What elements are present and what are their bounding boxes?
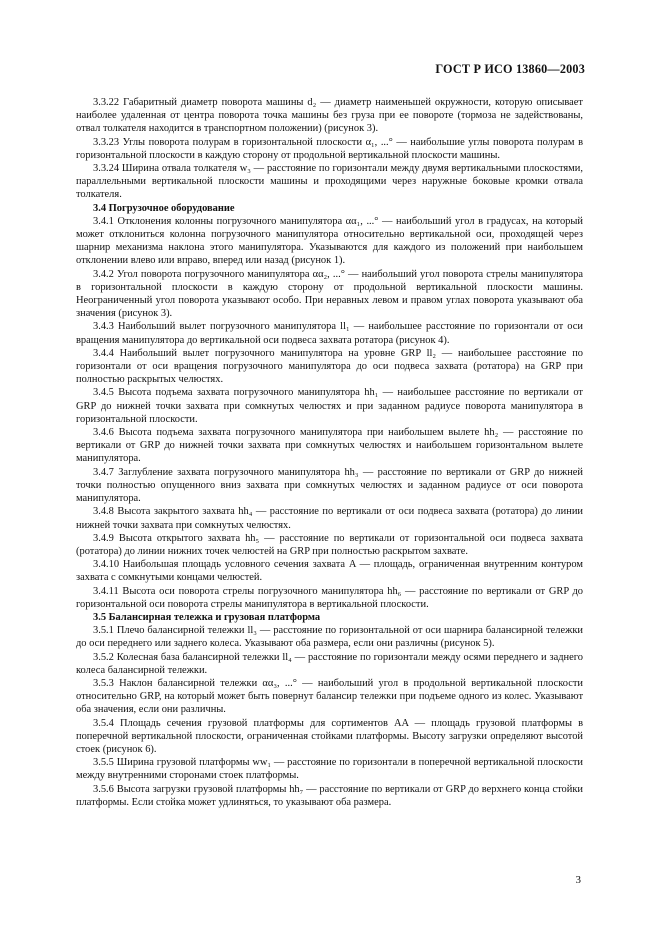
paragraph: 3.5.1 Плечо балансирной тележки ll₃ — расстояние по горизонтальной от оси шарнира балансирной тележки до оси переднего или заднего колеса. Указывают оба размера, если они различны (рисунок 5). [76,625,583,650]
paragraph: 3.5.6 Высота загрузки грузовой платформы hh₇ — расстояние по вертикали от GRP до верхнего конца стойки платформы. Если стойка может удлиняться, то указывают оба размера. [76,783,583,808]
paragraph: 3.3.22 Габаритный диаметр поворота машины d₂ — диаметр наименьшей окружности, которую описывает наиболее удаленная от центра поворота точка машины без груза при ее повороте (тормоза не задействованы, отвал толкателя находится в транспортном положении) (рисунок 3). [76,97,583,135]
paragraph: 3.4.2 Угол поворота погрузочного манипулятора αα₂, ...° — наибольший угол поворота стрелы манипулятора в горизонтальной плоскости в каждую сторону от продольной вертикальной плоскости машины. Неограниченный угол поворота указывают особо. При неравных левом и правом углах поворота указывают оба значения (рисунок 3). [76,268,583,320]
paragraph: 3.4.5 Высота подъема захвата погрузочного манипулятора hh₁ — наибольшее расстояние по вертикали от GRP до нижней точки захвата при сомкнутых челюстях и при заданном радиусе поворота манипулятора в горизонтальной плоскости. [76,387,583,425]
paragraph: 3.4.6 Высота подъема захвата погрузочного манипулятора при наибольшем вылете hh₂ — расстояние по вертикали от GRP до нижней точки захвата при сомкнутых челюстях и наибольшем горизонтальном вылете манипулятора. [76,427,583,465]
page-number: 3 [575,874,581,886]
section-heading: 3.5 Балансирная тележка и грузовая платформа [93,611,321,623]
paragraph: 3.4.1 Отклонения колонны погрузочного манипулятора αα₁, ...° — наибольший угол в градусах, на который может отклониться колонна погрузочного манипулятора относительно вертикальной оси, проходящей через шарнир механизма наклона этого манипулятора. Указываются для каждого из положений при наибольшем отклонении влево или вправо, вперед или назад (рисунок 1). [76,215,583,267]
paragraph: 3.5.3 Наклон балансирной тележки αα₃, ...° — наибольший угол в продольной вертикальной плоскости относительно GRP, на который может быть повернут балансир тележки при подъеме одного из колес. Указывают оба значения, если они различны. [76,677,583,716]
paragraph: 3.3.24 Ширина отвала толкателя w₃ — расстояние по горизонтали между двумя вертикальными плоскостями, параллельными вертикальной плоскости машины и проходящими через наружные боковые кромки отвала толкателя. [76,163,583,201]
paragraph: 3.5.5 Ширина грузовой платформы ww₁ — расстояние по горизонтали в поперечной вертикальной плоскости между внутренними сторонами стоек платформы. [76,757,583,782]
paragraph: 3.4.7 Заглубление захвата погрузочного манипулятора hh₃ — расстояние по вертикали от GRP до нижней точки полностью опущенного вниз захвата при сомкнутых челюстях и заданном радиусе от оси поворота манипулятора. [76,466,583,505]
paragraph: 3.4.9 Высота открытого захвата hh₅ — расстояние по вертикали от горизонтальной оси подвеса захвата (ротатора) до линии нижних точек челюстей на GRP при полностью раскрытом захвате. [76,532,583,557]
paragraph: 3.4.8 Высота закрытого захвата hh₄ — расстояние по вертикали от оси подвеса захвата (ротатора) до линии нижней точки захвата при сомкнутых челюстях. [76,506,583,531]
paragraph: 3.3.23 Углы поворота полурам в горизонтальной плоскости α₁, ...° — наибольшие углы поворота полурам в горизонтальной плоскости в каждую сторону от продольной вертикальной плоскости машины. [76,136,583,161]
paragraph: 3.4.4 Наибольший вылет погрузочного манипулятора на уровне GRP ll₂ — наибольшее расстояние по горизонтали от оси вращения погрузочного манипулятора до оси подвеса захвата (ротатора) на GRP при полностью раскрытых челюстях. [76,347,583,386]
section-heading: 3.4 Погрузочное оборудование [93,202,235,214]
standard-header: ГОСТ Р ИСО 13860—2003 [435,62,585,76]
document-body [76,96,583,809]
paragraph: 3.4.3 Наибольший вылет погрузочного манипулятора ll₁ — наибольшее расстояние по горизонтали от оси вращения манипулятора до вертикальной оси подвеса захвата ротатора (рисунок 4). [76,321,583,346]
paragraph: 3.4.10 Наибольшая площадь условного сечения захвата A — площадь, ограниченная внутренним контуром захвата с сомкнутыми концами челюстей. [76,559,583,584]
paragraph: 3.5.4 Площадь сечения грузовой платформы для сортиментов AA — площадь грузовой платформы в поперечной вертикальной плоскости, ограниченная стойками платформы. Высоту загрузки определяют высотой стоек (рисунок 6). [76,717,583,755]
paragraph: 3.5.2 Колесная база балансирной тележки ll₄ — расстояние по горизонтали между осями переднего и заднего колеса балансирной тележки. [76,651,583,676]
paragraph: 3.4.11 Высота оси поворота стрелы погрузочного манипулятора hh₆ — расстояние по вертикали от GRP до горизонтальной оси поворота стрелы манипулятора в вертикальной плоскости. [76,585,583,610]
